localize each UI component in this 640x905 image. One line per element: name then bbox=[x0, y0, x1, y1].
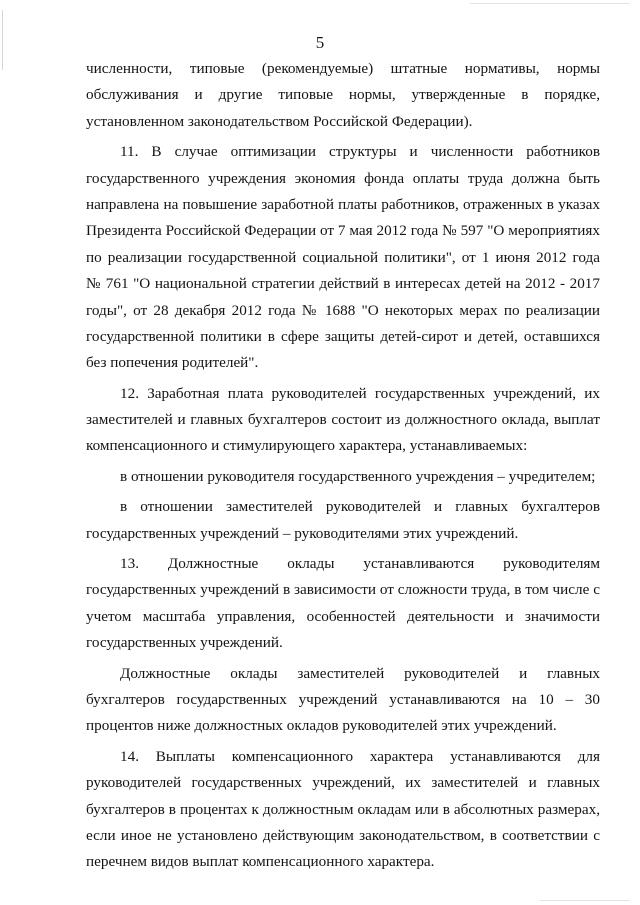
text-line: заместителей и главных бухгалтеров состоит из должностного оклада, выплат bbox=[86, 411, 600, 429]
paragraph-14 bbox=[86, 744, 600, 876]
text-line: государственных учреждений в зависимости от сложности труда, в том числе с bbox=[86, 581, 600, 599]
paragraph bbox=[86, 661, 600, 740]
text-line: бухгалтеров государственных учреждений устанавливаются на 10 – 30 bbox=[86, 690, 600, 708]
text-line: численности, типовые (рекомендуемые) штатные нормативы, нормы bbox=[86, 60, 600, 77]
text-line: государственной политики в сфере защиты детей-сирот и детей, оставшихся bbox=[86, 327, 600, 345]
text-line: направлена на повышение заработной платы работников, отраженных в указах bbox=[86, 195, 600, 213]
paragraph bbox=[86, 56, 600, 135]
text-line: установленном законодательством Российской Федерации). bbox=[86, 112, 473, 130]
text-line: руководителей государственных учреждений, их заместителей и главных bbox=[86, 774, 600, 792]
text-line: 13. Должностные оклады устанавливаются руководителям bbox=[120, 555, 600, 573]
text-line: если иное не установлено действующим законодательством, в соответствии с bbox=[86, 826, 600, 844]
text-line: Президента Российской Федерации от 7 мая 2012 года № 597 "О мероприятиях bbox=[86, 222, 600, 240]
paragraph-12 bbox=[86, 381, 600, 460]
document-body bbox=[86, 56, 600, 876]
text-line: в отношении руководителя государственного учреждения – учредителем; bbox=[120, 467, 596, 485]
text-line: без попечения родителей". bbox=[86, 354, 259, 372]
page-number: 5 bbox=[315, 33, 325, 52]
text-line: 14. Выплаты компенсационного характера устанавливаются для bbox=[120, 747, 600, 765]
text-line: № 761 "О национальной стратегии действий в интересах детей на 2012 - 2017 bbox=[86, 275, 600, 293]
scan-edge-left bbox=[2, 10, 3, 70]
scan-edge-bottom bbox=[540, 900, 630, 901]
paragraph-11 bbox=[86, 139, 600, 377]
text-line: процентов ниже должностных окладов руководителей этих учреждений. bbox=[86, 717, 557, 735]
text-line: годы", от 28 декабря 2012 года № 1688 "О некоторых мерах по реализации bbox=[86, 301, 600, 319]
scan-edge-top bbox=[470, 3, 630, 4]
text-line: 11. В случае оптимизации структуры и численности работников bbox=[120, 143, 600, 161]
text-line: по реализации государственной социальной политики", от 1 июня 2012 года bbox=[86, 248, 600, 266]
text-line: государственных учреждений – руководителями этих учреждений. bbox=[86, 524, 519, 542]
text-line: в отношении заместителей руководителей и главных бухгалтеров bbox=[120, 498, 600, 516]
paragraph bbox=[86, 464, 600, 490]
text-line: компенсационного и стимулирующего характера, устанавливаемых: bbox=[86, 437, 528, 455]
text-line: бухгалтеров в процентах к должностным окладам или в абсолютных размерах, bbox=[86, 800, 600, 818]
text-line: Должностные оклады заместителей руководителей и главных bbox=[120, 664, 600, 682]
text-line: перечнем видов выплат компенсационного характера. bbox=[86, 853, 435, 871]
paragraph bbox=[86, 494, 600, 547]
paragraph-13 bbox=[86, 551, 600, 657]
text-line: государственного учреждения экономия фонда оплаты труда должна быть bbox=[86, 169, 600, 187]
text-line: обслуживания и другие типовые нормы, утвержденные в порядке, bbox=[86, 86, 600, 104]
text-line: 12. Заработная плата руководителей государственных учреждений, их bbox=[120, 384, 600, 402]
text-line: государственных учреждений. bbox=[86, 634, 283, 652]
text-line: учетом масштаба управления, особенностей деятельности и значимости bbox=[86, 607, 600, 625]
